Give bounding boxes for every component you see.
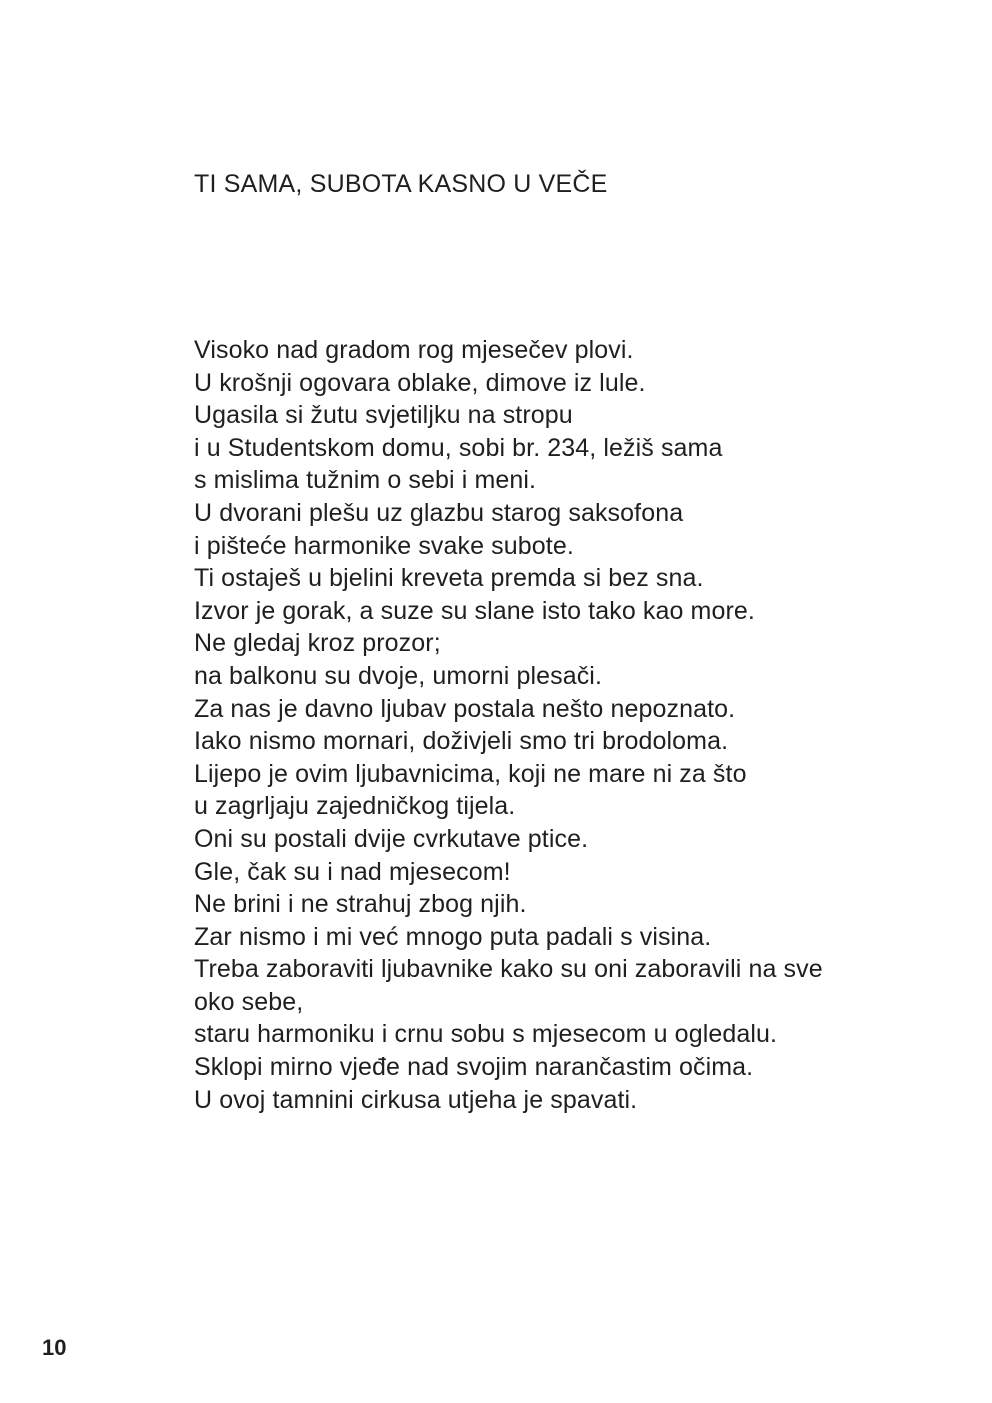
poem-line: s mislima tužnim o sebi i meni. xyxy=(194,466,537,495)
poem-line: U krošnji ogovara oblake, dimove iz lule. xyxy=(194,368,646,397)
poem-line: Gle, čak su i nad mjesecom! xyxy=(194,857,511,886)
poem-line: oko sebe, xyxy=(194,987,304,1016)
poem-line: Sklopi mirno vjeđe nad svojim narančastim očima. xyxy=(194,1053,754,1082)
poem-body xyxy=(194,334,954,1116)
poem-line: Oni su postali dvije cvrkutave ptice. xyxy=(194,824,589,853)
poem-title: TI SAMA, SUBOTA KASNO U VEČE xyxy=(194,170,608,198)
poem-line: Iako nismo mornari, doživjeli smo tri brodoloma. xyxy=(194,727,729,756)
poem-line: U ovoj tamnini cirkusa utjeha je spavati. xyxy=(194,1085,638,1114)
poem-line: Za nas je davno ljubav postala nešto nepoznato. xyxy=(194,694,736,723)
poem-line: Lijepo je ovim ljubavnicima, koji ne mare ni za što xyxy=(194,759,747,788)
poem-line: Ne brini i ne strahuj zbog njih. xyxy=(194,890,527,919)
poem-line: Treba zaboraviti ljubavnike kako su oni zaboravili na sve xyxy=(194,955,823,984)
poem-line: i u Studentskom domu, sobi br. 234, ležiš sama xyxy=(194,433,723,462)
poem-line: staru harmoniku i crnu sobu s mjesecom u ogledalu. xyxy=(194,1020,778,1049)
poem-line: Visoko nad gradom rog mjesečev plovi. xyxy=(194,336,634,364)
poem-line: u zagrljaju zajedničkog tijela. xyxy=(194,792,516,821)
poem-line: Izvor je gorak, a suze su slane isto tako kao more. xyxy=(194,596,755,625)
poem-line: na balkonu su dvoje, umorni plesači. xyxy=(194,661,603,690)
poem-line: Zar nismo i mi već mnogo puta padali s visina. xyxy=(194,922,712,951)
poem-line: Ne gledaj kroz prozor; xyxy=(194,629,441,658)
poem-line: Ti ostaješ u bjelini kreveta premda si bez sna. xyxy=(194,564,704,593)
page-number: 10 xyxy=(42,1335,67,1360)
poem-line: Ugasila si žutu svjetiljku na stropu xyxy=(194,401,573,430)
poem-line: i pišteće harmonike svake subote. xyxy=(194,531,574,560)
poem-line: U dvorani plešu uz glazbu starog saksofona xyxy=(194,498,684,527)
